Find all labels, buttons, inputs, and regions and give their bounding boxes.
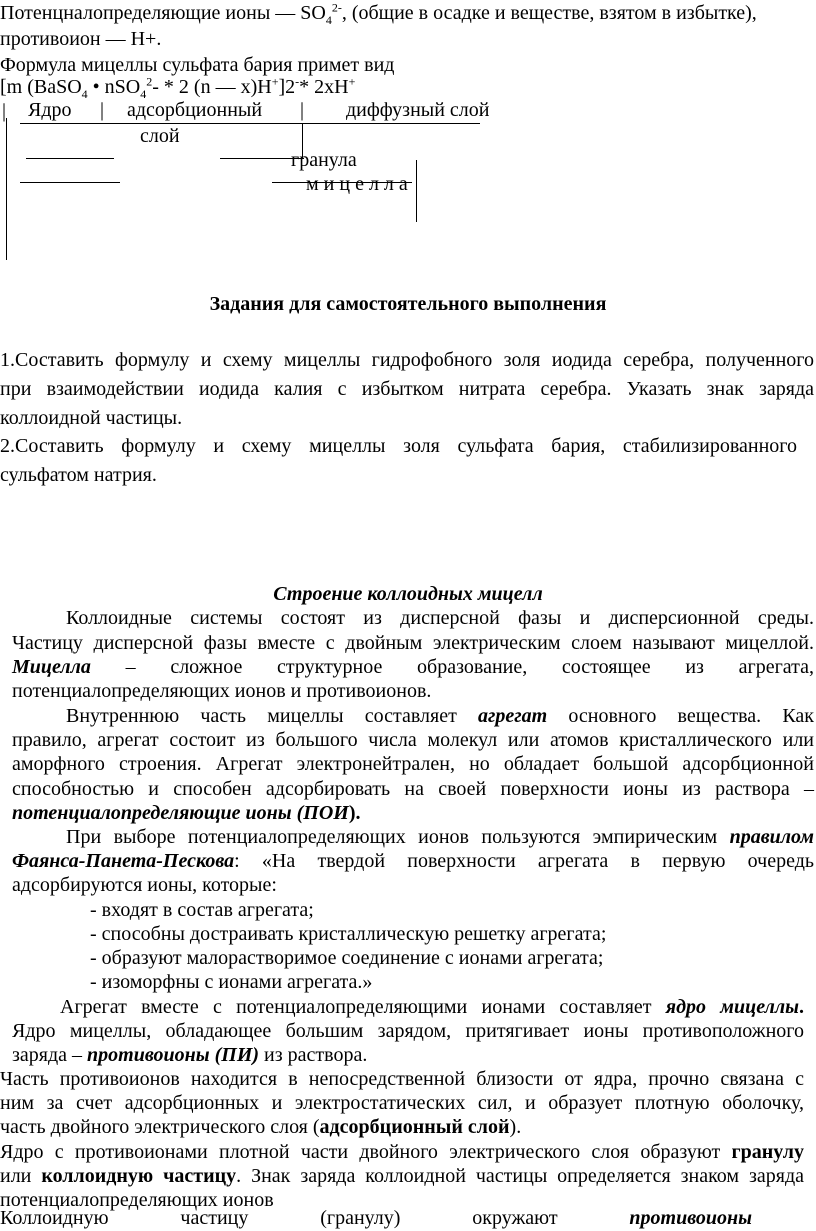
p6-line-1: Ядро с противоионами плотной части двойного электрического слоя образуют гранулу [0, 1141, 804, 1163]
diagram-core-line [26, 158, 114, 159]
rule-item-2: - способны достраивать кристаллическую решетку агрегата; [90, 923, 607, 945]
p1-line-3: Мицелла – сложное структурное образование, состоящее из агрегата, [12, 656, 814, 678]
rule-item-4: - изоморфны с ионами агрегата.» [90, 971, 373, 993]
diagram-bar-1: | [2, 100, 7, 122]
task-2-line-1: 2.Составить формулу и схему мицеллы золя сульфата бария, стабилизированного [0, 435, 797, 457]
diagram-bar-2: | [100, 99, 105, 121]
micelle-formula: [m (BaSO$_4$ • nSO$_4^2$- * 2 (n — x)H+]2-* 2xH+ [0, 74, 356, 101]
p2-line-4: способностью и способен адсорбировать на своей поверхности ионы из раствора – [12, 778, 814, 800]
rule-item-3: - образуют малорастворимое соединение с ионами агрегата; [90, 947, 604, 969]
p4-line-1: Агрегат вместе с потенциалопределяющими ионами составляет ядро мицеллы. [60, 996, 804, 1018]
p1-line-2: Частицу дисперсной фазы вместе с двойным электрическим слоем называют мицеллой. [12, 632, 814, 654]
p7-line-1: Коллоидную частицу (гранулу) окружают противоионы [0, 1207, 752, 1229]
diagram-bar-3: | [300, 99, 305, 121]
p2-line-2: правило, агрегат состоит из большого числа молекул или атомов кристаллического или [12, 729, 814, 751]
section-title: Строение коллоидных мицелл [273, 583, 543, 605]
term-colloid-particle: коллоидную частицу [41, 1165, 237, 1187]
p4-line-3: заряда – противоионы (ПИ) из раствора. [12, 1044, 368, 1066]
p3-line-1: При выборе потенциалопределяющих ионов пользуются эмпирическим правилом [66, 826, 814, 848]
diagram-vline-left [6, 118, 7, 260]
label-adsorption-layer: адсорбционный [127, 99, 263, 121]
term-micelle-core: ядро мицеллы [665, 996, 799, 1018]
task-2-line-2: сульфатом натрия. [0, 464, 157, 486]
term-adsorption-layer: адсорбционный слой [319, 1116, 510, 1138]
p5-line-1: Часть противоионов находится в непосредственной близости от ядра, прочно связана с [0, 1068, 804, 1090]
diagram-vline-right [416, 160, 417, 222]
tasks-heading: Задания для самостоятельного выполнения [209, 293, 607, 315]
term-aggregate: агрегат [478, 705, 548, 727]
p3-line-3: адсорбируются ионы, которые: [12, 874, 277, 896]
term-counterions-2: противоионы [629, 1207, 752, 1229]
p1-line-1: Коллоидные системы состоят из дисперсной фазы и дисперсионной среды. [66, 607, 814, 629]
label-micelle: м и ц е л л а [306, 173, 408, 195]
term-granule: гранулу [731, 1141, 804, 1163]
rule-item-1: - входят в состав агрегата; [90, 899, 314, 921]
term-rule: правилом [729, 826, 814, 848]
header-line-3: Формула мицеллы сульфата бария примет вид [0, 54, 395, 76]
header-line-2: противоион — H+. [0, 28, 162, 50]
p2-line-5: потенциалопределяющие ионы (ПОИ). [12, 802, 361, 824]
term-micelle: Мицелла [12, 656, 91, 678]
p6-line-3: потенциалопределяющих ионов [0, 1189, 274, 1211]
p6-line-2: или коллоидную частицу. Знак заряда коллоидной частицы определяется знаком заряда [0, 1165, 804, 1187]
p3-line-2: Фаянса-Панета-Пескова: «На твердой поверхности агрегата в первую очередь [12, 850, 814, 872]
p5-line-3: часть двойного электрического слоя (адсорбционный слой). [0, 1116, 522, 1138]
diagram-hline-top [20, 123, 480, 124]
p2-line-1: Внутреннюю часть мицеллы составляет агрегат основного вещества. Как [66, 705, 814, 727]
diagram-core-line-2 [20, 182, 120, 183]
label-core: Ядро [28, 99, 72, 121]
header-line-1: Потенцналопределяющие ионы — $SO_4^{2-}$, (общие в осадке и веществе, взятом в избытке), [0, 0, 757, 27]
p1-line-4: потенциалопределяющих ионов и противоионов. [12, 680, 432, 702]
label-diffuse-layer: диффузный слой [346, 99, 490, 121]
term-poi: потенциалопределяющие ионы (ПОИ [12, 802, 349, 824]
task-1-line-1: 1.Составить формулу и схему мицеллы гидрофобного золя иодида серебра, полученного [0, 349, 814, 371]
p2-line-3: аморфного строения. Агрегат электронейтрален, но обладает большой адсорбционной [12, 753, 814, 775]
label-granule: гранула [291, 149, 357, 171]
label-adsorption-layer-cont: слой [140, 125, 180, 147]
task-1-line-2: при взаимодействии иодида калия с избытком нитрата серебра. Указать знак заряда [0, 378, 814, 400]
term-counterions: противоионы (ПИ) [87, 1044, 260, 1066]
task-1-line-3: коллоидной частицы. [0, 407, 183, 429]
term-fajans-rule: Фаянса-Панета-Пескова [12, 850, 235, 872]
p5-line-2: ним за счет адсорбционных и электростатических сил, и образует плотную оболочку, [0, 1092, 804, 1114]
p4-line-2: Ядро мицеллы, обладающее большим зарядом, притягивает ионы противоположного [12, 1020, 804, 1042]
